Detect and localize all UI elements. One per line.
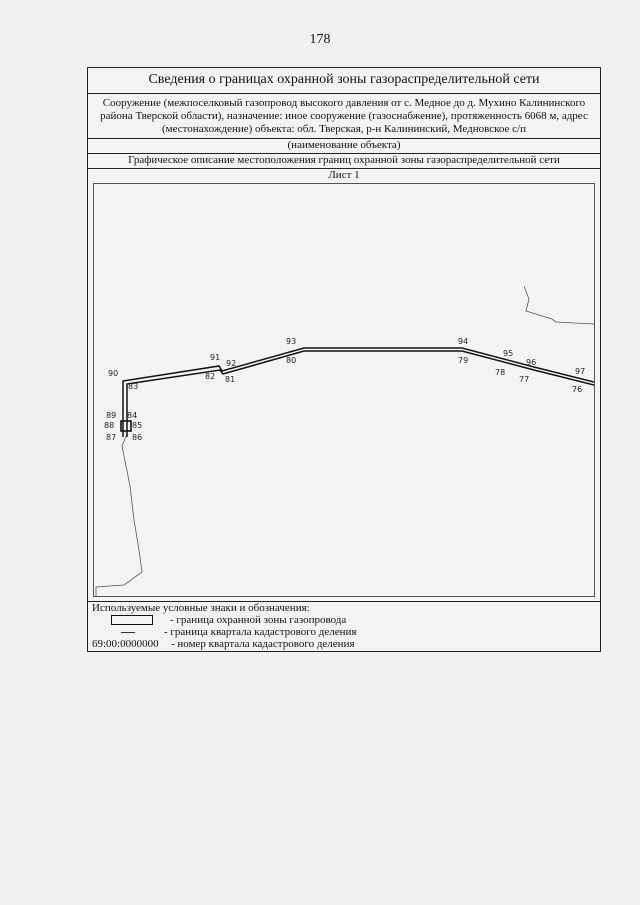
- point-label-79: 79: [458, 356, 469, 365]
- point-label-76: 76: [572, 385, 583, 394]
- map-frame: [93, 183, 595, 597]
- object-caption: (наименование объекта): [88, 139, 600, 154]
- boundary-map: [94, 184, 594, 596]
- point-label-90: 90: [108, 369, 119, 378]
- protection-zone-outer: [123, 348, 594, 437]
- point-label-81: 81: [225, 375, 236, 384]
- point-label-97: 97: [575, 367, 586, 376]
- map-area: [88, 169, 600, 602]
- point-label-88: 88: [104, 421, 115, 430]
- point-label-85: 85: [132, 421, 143, 430]
- legend-text-quarter-number: - номер квартала кадастрового деления: [171, 638, 355, 650]
- legend-item-quarter-boundary: [92, 626, 596, 638]
- point-label-86: 86: [132, 433, 143, 442]
- point-label-93: 93: [286, 337, 297, 346]
- point-label-84: 84: [127, 411, 138, 420]
- legend-text-protection-zone: - граница охранной зоны газопровода: [170, 614, 347, 626]
- point-label-77: 77: [519, 375, 530, 384]
- legend-item-protection-zone: [92, 614, 596, 626]
- point-label-95: 95: [503, 349, 514, 358]
- section-title: Графическое описание местоположения границ охранной зоны газораспределительной сети: [88, 154, 600, 169]
- sheet-label: Лист 1: [328, 169, 360, 181]
- point-label-78: 78: [495, 368, 506, 377]
- point-label-96: 96: [526, 358, 537, 367]
- point-label-92: 92: [226, 359, 237, 368]
- legend-item-quarter-number: [92, 638, 596, 650]
- protection-zone-symbol: [111, 615, 153, 625]
- quarter-boundary-east: [524, 286, 594, 324]
- point-label-83: 83: [128, 382, 139, 391]
- legend: [88, 602, 600, 651]
- page-number: 178: [309, 32, 331, 47]
- point-label-82: 82: [205, 372, 216, 381]
- boundary-form: [87, 67, 601, 652]
- legend-code-quarter-number: 69:00:0000000: [92, 638, 159, 650]
- point-label-80: 80: [286, 356, 297, 365]
- legend-text-quarter-boundary: - граница квартала кадастрового деления: [164, 626, 357, 638]
- point-label-94: 94: [458, 337, 469, 346]
- point-label-87: 87: [106, 433, 117, 442]
- point-label-91: 91: [210, 353, 221, 362]
- form-title: Сведения о границах охранной зоны газораспределительной сети: [88, 68, 600, 94]
- object-description: Сооружение (межпоселковый газопровод высокого давления от с. Медное до д. Мухино Калининского района Тверской области), назначение: иное сооружение (газоснабжение), протяженность 6068 м, адрес (местонахождение) объекта: обл. Тверская, р-н Калининский, Медновское с/п: [88, 94, 600, 139]
- point-label-89: 89: [106, 411, 117, 420]
- quarter-boundary-south: [96, 446, 142, 596]
- quarter-boundary-symbol: [121, 632, 135, 633]
- legend-heading: Используемые условные знаки и обозначения:: [92, 602, 310, 614]
